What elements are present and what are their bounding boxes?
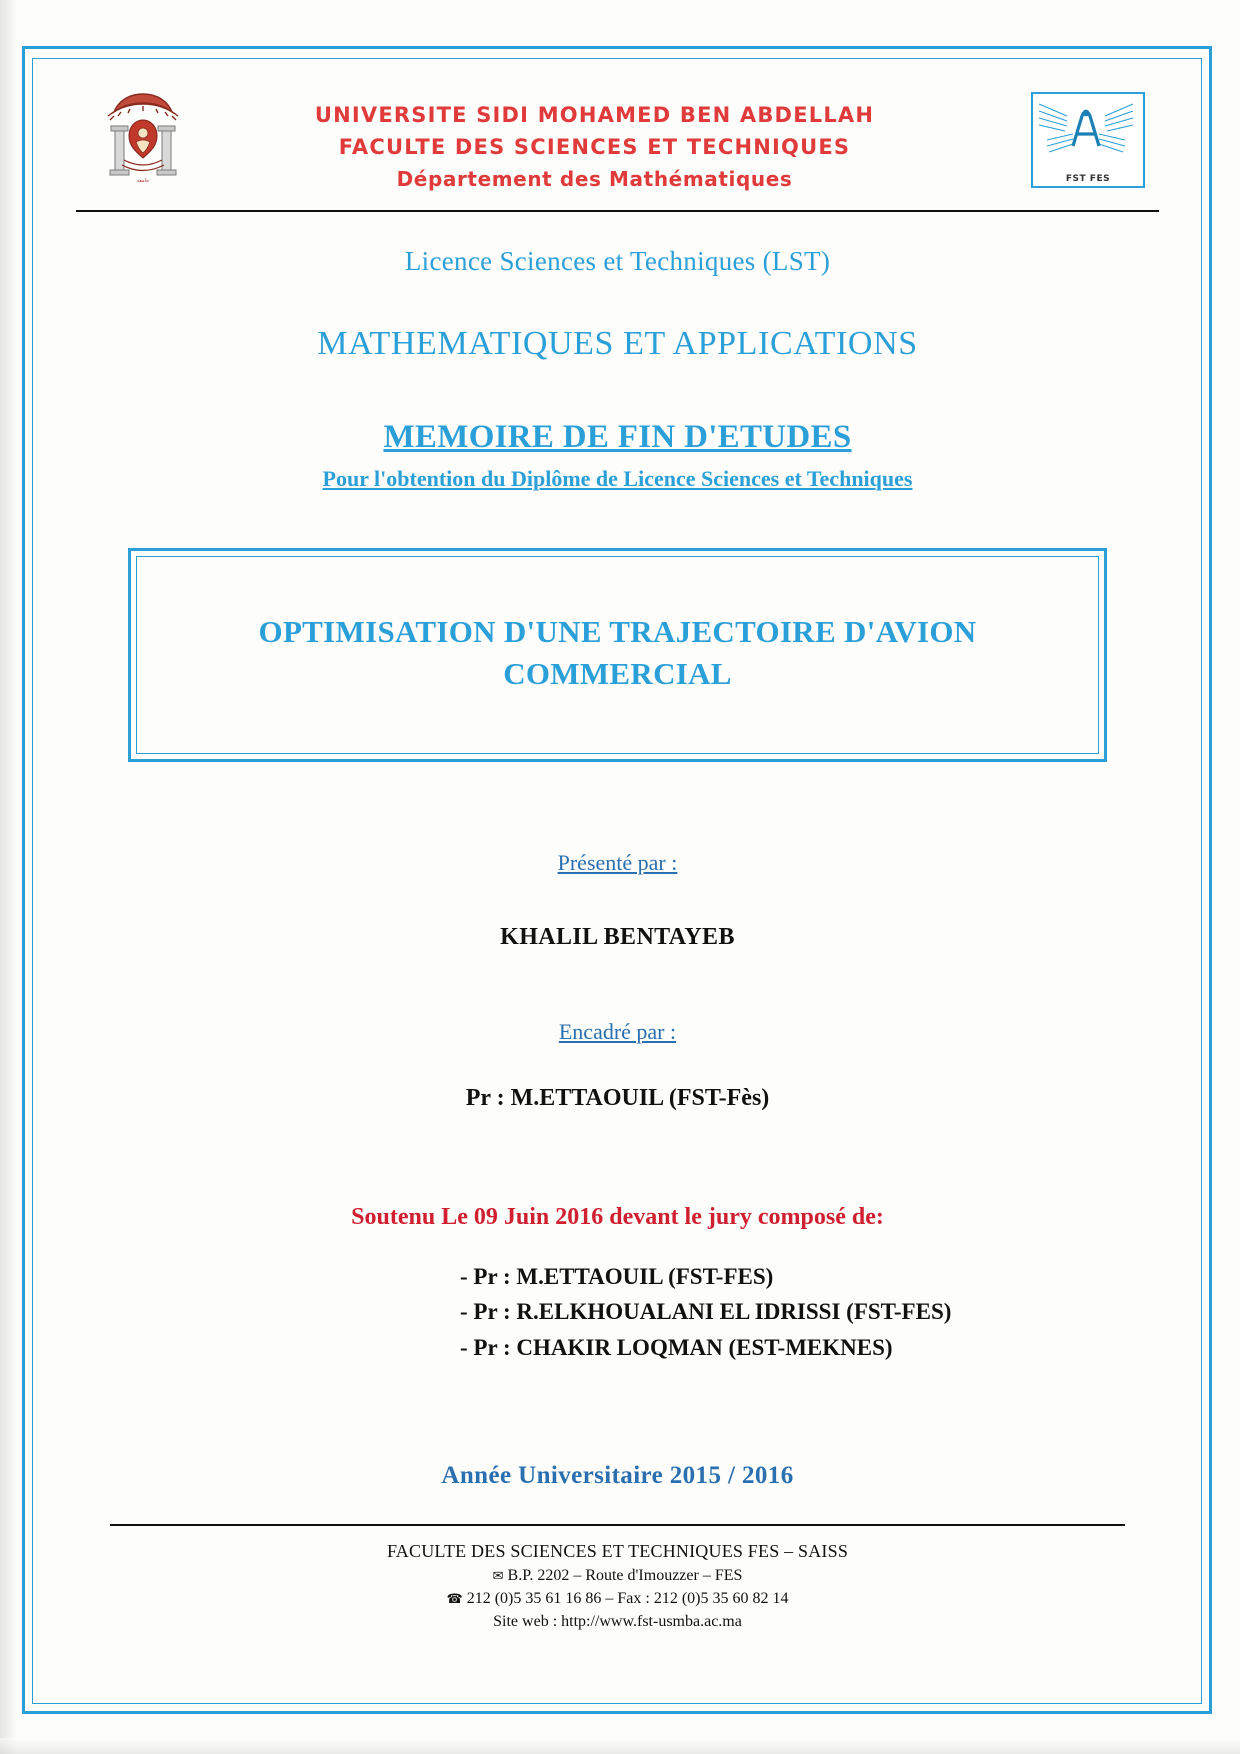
mail-icon: ✉ <box>492 1568 504 1584</box>
footer-institution: FACULTE DES SCIENCES ET TECHNIQUES FES – SAISS <box>386 1540 849 1561</box>
supervised-by-label: Encadré par : <box>558 1018 677 1044</box>
footer-phone-row <box>70 1587 1165 1610</box>
author-name: KHALIL BENTAYEB <box>500 923 735 950</box>
thesis-title-box <box>128 548 1107 762</box>
page-content <box>40 66 1195 1696</box>
footer-address-row <box>70 1564 1165 1587</box>
academic-year: Année Universitaire 2015 / 2016 <box>441 1461 794 1489</box>
document-type: MEMOIRE DE FIN D'ETUDES <box>383 419 852 455</box>
university-seal-icon <box>88 86 198 191</box>
thesis-title-line1: OPTIMISATION D'UNE TRAJECTOIRE D'AVION <box>258 614 977 649</box>
scan-edge-left <box>0 0 18 1754</box>
footer-website: Site web : http://www.fst-usmba.ac.ma <box>493 1613 742 1631</box>
presented-by-label: Présenté par : <box>557 849 678 875</box>
fst-logo-icon <box>1031 92 1145 188</box>
department-name: Département des Mathématiques <box>396 167 793 191</box>
document-purpose: Pour l'obtention du Diplôme de Licence Sciences et Techniques <box>322 466 913 491</box>
supervisor-name: Pr : M.ETTAOUIL (FST-Fès) <box>465 1084 770 1111</box>
jury-member: - Pr : M.ETTAOUIL (FST-FES) <box>460 1263 774 1289</box>
jury-member: - Pr : CHAKIR LOQMAN (EST-MEKNES) <box>460 1334 893 1360</box>
document-footer <box>70 1538 1165 1634</box>
footer-divider <box>110 1524 1125 1526</box>
thesis-title-box-inner <box>136 556 1099 754</box>
jury-member: - Pr : R.ELKHOUALANI EL IDRISSI (FST-FES) <box>460 1299 952 1325</box>
footer-phone: 212 (0)5 35 61 16 86 – Fax : 212 (0)5 35 60 82 14 <box>466 1589 789 1607</box>
phone-icon: ☎ <box>446 1591 463 1607</box>
scan-edge-bottom <box>0 1738 1240 1754</box>
defense-statement: Soutenu Le 09 Juin 2016 devant le jury composé de: <box>351 1203 884 1230</box>
thesis-title-line2: COMMERCIAL <box>503 655 732 691</box>
svg-text:جامعة: جامعة <box>136 178 150 184</box>
university-name-line2: FACULTE DES SCIENCES ET TECHNIQUES <box>338 134 851 159</box>
fst-logo-caption: FST FES <box>1065 174 1111 184</box>
field-line: MATHEMATIQUES ET APPLICATIONS <box>317 325 918 362</box>
jury-list <box>70 1259 1165 1366</box>
degree-line: Licence Sciences et Techniques (LST) <box>404 246 831 276</box>
footer-address: B.P. 2202 – Route d'Imouzzer – FES <box>507 1566 743 1584</box>
university-identity <box>158 86 1031 195</box>
document-header <box>70 86 1165 206</box>
university-name-line1: UNIVERSITE SIDI MOHAMED BEN ABDELLAH <box>314 103 875 127</box>
header-divider <box>76 210 1159 212</box>
